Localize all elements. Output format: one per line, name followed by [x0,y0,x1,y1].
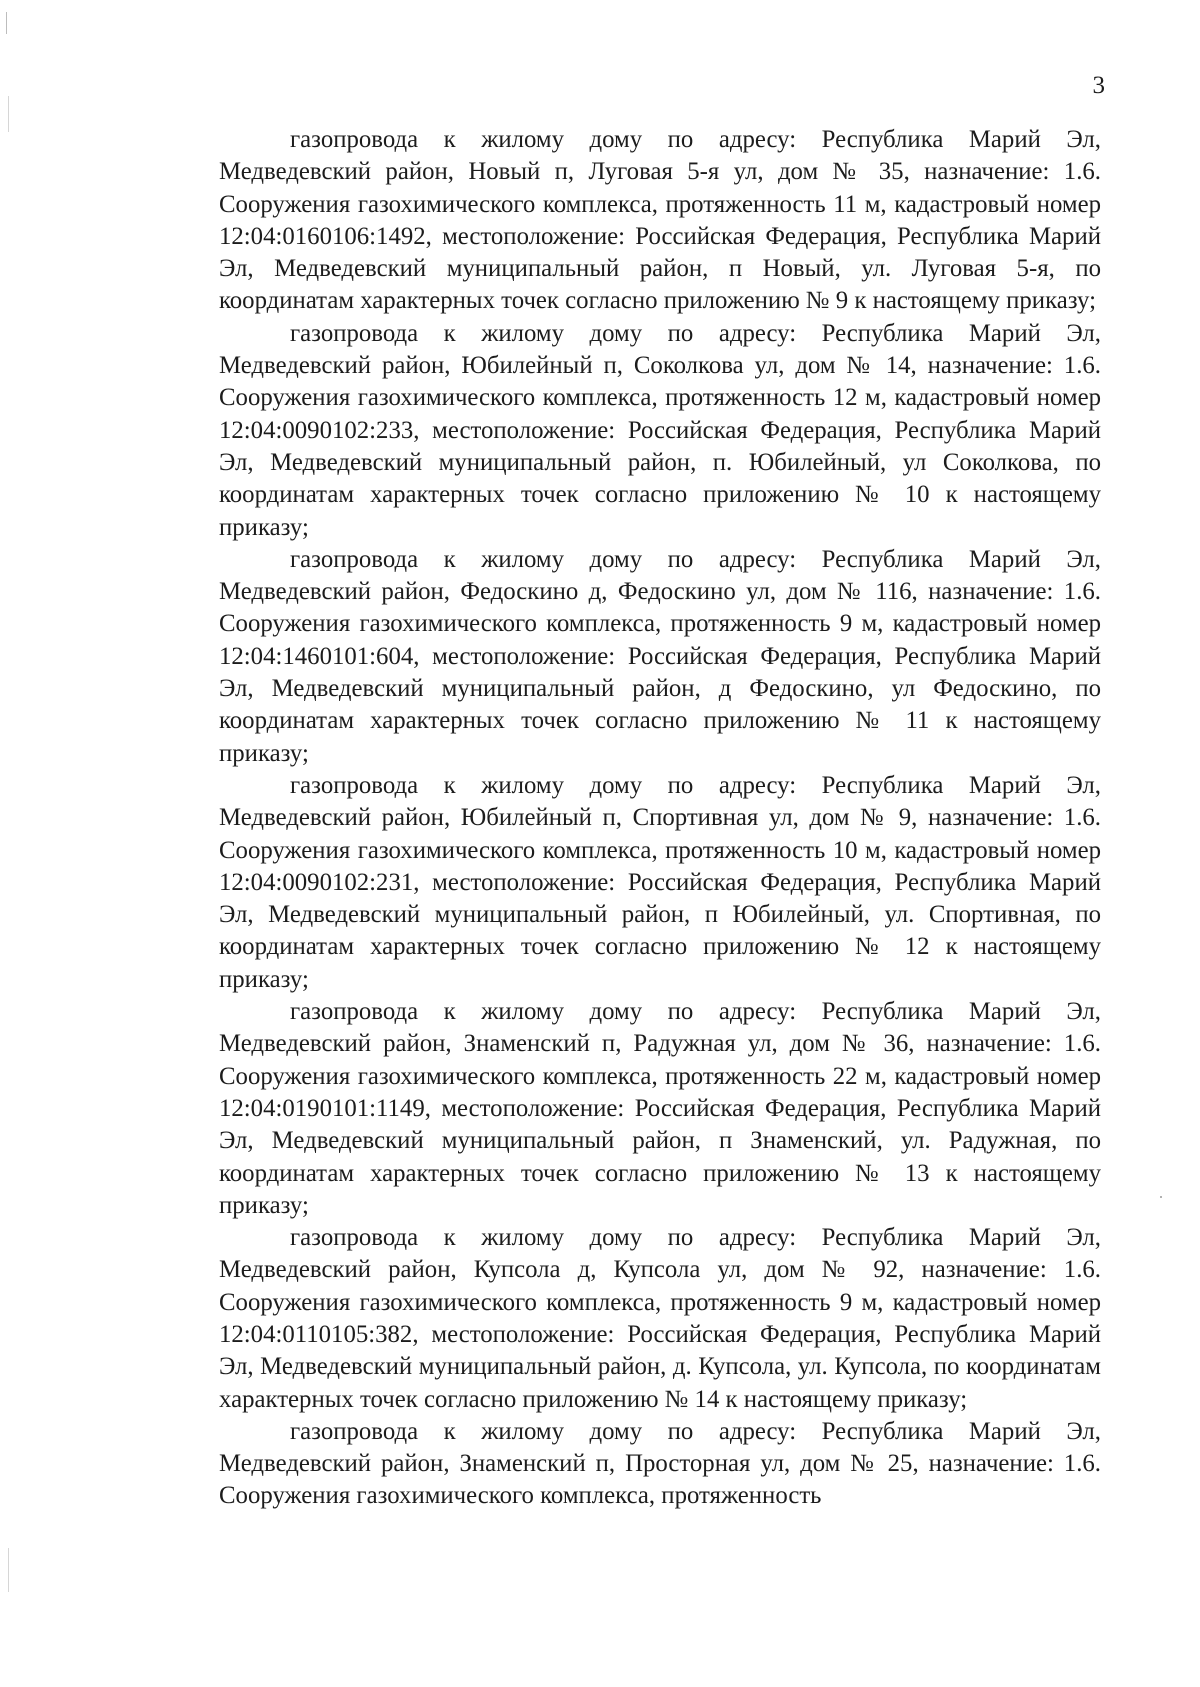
scan-binding-mark [6,12,7,34]
gas-pipeline-item: газопровода к жилому дому по адресу: Республика Марий Эл, Медведевский район, Знаменский п, Радужная ул, дом № 36, назначение: 1.6. Сооружения газохимического комплекса, протяженность 22 м, кадастровый номер 12:04:0190101:1149, местоположение: Российская Федерация, Республика Марий Эл, Медведевский муниципальный район, п Знаменский, ул. Радужная, по координатам характерных точек согласно приложению № 13 к настоящему приказу; [219,998,1101,1219]
scan-speck [1160,1196,1162,1198]
gas-pipeline-item: газопровода к жилому дому по адресу: Республика Марий Эл, Медведевский район, Новый п, Луговая 5-я ул, дом № 35, назначение: 1.6. Сооружения газохимического комплекса, протяженность 11 м, кадастровый номер 12:04:0160106:1492, местоположение: Российская Федерация, Республика Марий Эл, Медведевский муниципальный район, п Новый, ул. Луговая 5-я, по координатам характерных точек согласно приложению № 9 к настоящему приказу; [219,126,1101,315]
page-number: 3 [1092,72,1105,99]
document-body [219,124,1101,1513]
gas-pipeline-item: газопровода к жилому дому по адресу: Республика Марий Эл, Медведевский район, Федоскино д, Федоскино ул, дом № 116, назначение: 1.6. Сооружения газохимического комплекса, протяженность 9 м, кадастровый номер 12:04:1460101:604, местоположение: Российская Федерация, Республика Марий Эл, Медведевский муниципальный район, д Федоскино, ул Федоскино, по координатам характерных точек согласно приложению № 11 к настоящему приказу; [219,545,1101,767]
gas-pipeline-item: газопровода к жилому дому по адресу: Республика Марий Эл, Медведевский район, Юбилейный п, Соколкова ул, дом № 14, назначение: 1.6. Сооружения газохимического комплекса, протяженность 12 м, кадастровый номер 12:04:0090102:233, местоположение: Российская Федерация, Республика Марий Эл, Медведевский муниципальный район, п. Юбилейный, ул Соколкова, по координатам характерных точек согласно приложению № 10 к настоящему приказу; [219,319,1101,541]
scan-binding-mark [8,96,9,132]
gas-pipeline-item: газопровода к жилому дому по адресу: Республика Марий Эл, Медведевский район, Купсола д, Купсола ул, дом № 92, назначение: 1.6. Сооружения газохимического комплекса, протяженность 9 м, кадастровый номер 12:04:0110105:382, местоположение: Российская Федерация, Республика Марий Эл, Медведевский муниципальный район, д. Купсола, ул. Купсола, по координатам характерных точек согласно приложению № 14 к настоящему приказу; [219,1224,1101,1413]
gas-pipeline-item: газопровода к жилому дому по адресу: Республика Марий Эл, Медведевский район, Юбилейный п, Спортивная ул, дом № 9, назначение: 1.6. Сооружения газохимического комплекса, протяженность 10 м, кадастровый номер 12:04:0090102:231, местоположение: Российская Федерация, Республика Марий Эл, Медведевский муниципальный район, п Юбилейный, ул. Спортивная, по координатам характерных точек согласно приложению № 12 к настоящему приказу; [219,771,1101,993]
scan-binding-mark [8,1548,9,1592]
gas-pipeline-item: газопровода к жилому дому по адресу: Республика Марий Эл, Медведевский район, Знаменский п, Просторная ул, дом № 25, назначение: 1.6. Сооружения газохимического комплекса, протяженность [219,1417,1101,1510]
